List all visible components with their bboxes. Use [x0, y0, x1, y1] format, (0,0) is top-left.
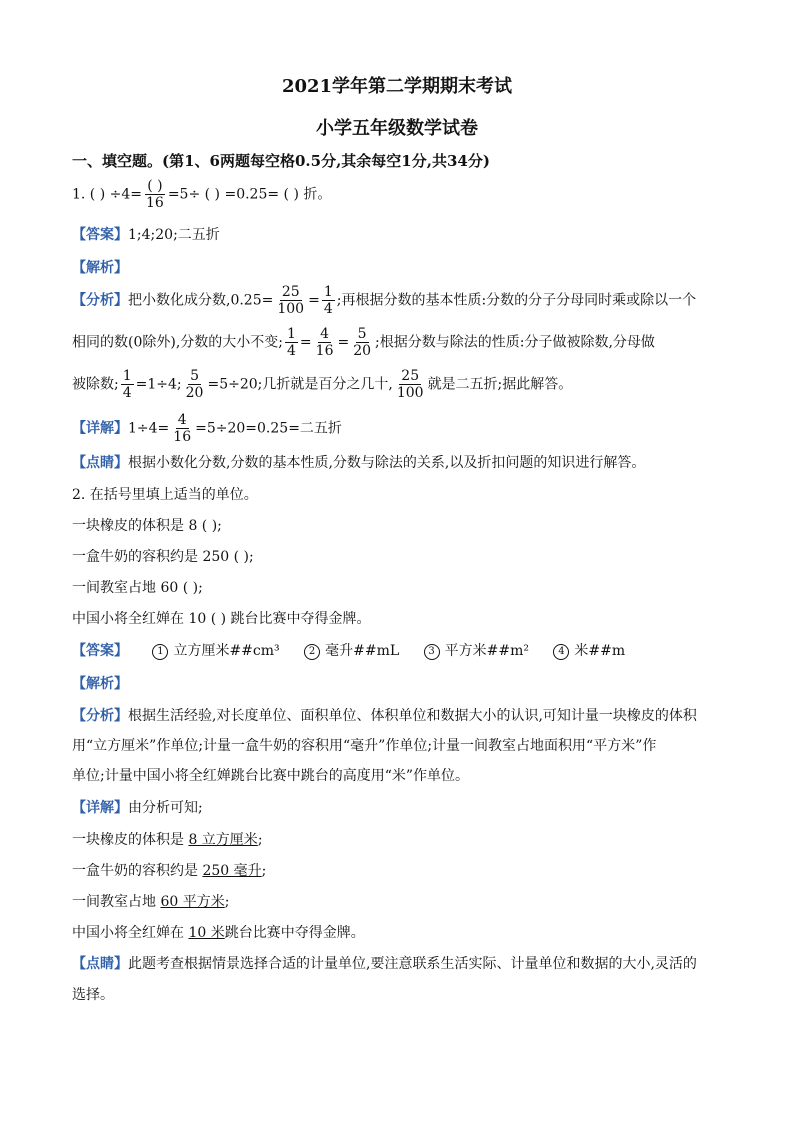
fraction-25-100: [275, 284, 306, 317]
text: =: [308, 292, 320, 309]
filled-answer: 60 平方米: [160, 894, 225, 910]
q1-frac-num: ( ): [147, 178, 163, 194]
text: ;: [261, 863, 267, 879]
fraction-5-20: [351, 326, 373, 359]
text: =: [299, 334, 312, 351]
text: 米##m: [574, 643, 626, 659]
num: 1: [323, 284, 333, 300]
text: ;: [224, 894, 230, 910]
text: 被除数;: [72, 376, 119, 393]
text: ;再根据分数的基本性质:分数的分子分母同时乘或除以一个: [336, 292, 697, 309]
question-2: 2. 在括号里填上适当的单位。: [72, 487, 258, 503]
den: 4: [323, 301, 333, 317]
text: 立方厘米##cm³: [173, 643, 280, 659]
q1-fenxi-line-1: [72, 284, 734, 317]
num: 25: [281, 284, 300, 300]
den: 20: [353, 343, 372, 359]
q1-answer-text: 1;4;20;二五折: [128, 227, 220, 243]
q2-analysis-tag: 【解析】: [72, 676, 128, 692]
question-1: [72, 178, 734, 211]
q2-blank-4: 中国小将全红婵在 10 ( ) 跳台比赛中夺得金牌。: [72, 611, 371, 627]
text: 1÷4=: [128, 420, 170, 437]
q1-answer: [72, 224, 734, 244]
text: 一块橡皮的体积是: [72, 832, 189, 848]
fenxi-tag: 【分析】: [72, 708, 128, 724]
circled-number: 2: [304, 644, 320, 660]
q1-point: [72, 452, 734, 472]
answer-item: [152, 640, 279, 660]
exam-title: 2021学年第二学期期末考试: [281, 76, 513, 97]
text: 中国小将全红婵在: [72, 925, 189, 941]
text: ;: [257, 832, 263, 848]
q1-fenxi-line-2: [72, 326, 734, 359]
q2-blank-3: 一间教室占地 60 ( );: [72, 580, 203, 596]
detail-tag: 【详解】: [72, 800, 128, 816]
text: 此题考查根据情景选择合适的计量单位,要注意联系生活实际、计量单位和数据的大小,灵活的: [128, 956, 697, 972]
answer-item: [553, 640, 625, 660]
text: 平方米##m²: [444, 643, 529, 659]
q2-detail-3: [72, 891, 734, 911]
text: 毫升##mL: [325, 643, 400, 659]
text: =: [337, 334, 350, 351]
text: 相同的数(0除外),分数的大小不变;: [72, 334, 283, 351]
text: 就是二五折;据此解答。: [427, 376, 573, 393]
q1-fraction: [144, 178, 166, 211]
exam-subtitle: 小学五年级数学试卷: [316, 118, 478, 139]
fraction-25-100: [395, 368, 426, 401]
answer-item: [304, 640, 399, 660]
den: 20: [185, 385, 204, 401]
num: 5: [190, 368, 200, 384]
fraction-4-16: [314, 326, 336, 359]
q1-prefix: 1. ( ) ÷4=: [72, 186, 142, 203]
text: 由分析可知;: [128, 800, 203, 816]
fraction-1-4: [121, 368, 134, 401]
den: 100: [396, 385, 424, 401]
q2-answer: [72, 640, 734, 660]
q1-fenxi-line-3: [72, 368, 734, 401]
answer-item: [424, 640, 529, 660]
den: 4: [122, 385, 132, 401]
den: 16: [315, 343, 334, 359]
fraction-1-4: [322, 284, 335, 317]
filled-answer: 10 米: [188, 925, 225, 941]
filled-answer: 8 立方厘米: [188, 832, 258, 848]
num: 4: [177, 412, 187, 428]
den: 16: [173, 429, 192, 445]
point-tag: 【点睛】: [72, 455, 128, 471]
num: 1: [287, 326, 296, 342]
num: 1: [122, 368, 132, 384]
text: 跳台比赛中夺得金牌。: [224, 925, 365, 941]
text: =5÷20=0.25=二五折: [195, 420, 342, 437]
text: =1÷4;: [135, 376, 182, 393]
text: 把小数化成分数,0.25=: [128, 292, 274, 309]
circled-number: 3: [424, 644, 440, 660]
point-tag: 【点睛】: [72, 956, 128, 972]
text: 一间教室占地: [72, 894, 161, 910]
section-heading: 一、填空题。(第1、6两题每空格0.5分,其余每空1分,共34分): [72, 152, 490, 170]
detail-tag: 【详解】: [72, 420, 128, 437]
text: =5÷20;几折就是百分之几十,: [207, 376, 393, 393]
text: 根据生活经验,对长度单位、面积单位、体积单位和数据大小的认识,可知计量一块橡皮的体积: [128, 708, 697, 724]
q1-suffix: =5÷ ( ) =0.25= ( ) 折。: [167, 186, 332, 203]
fraction-4-16: [171, 412, 193, 445]
answer-tag: 【答案】: [72, 643, 128, 659]
circled-number: 1: [152, 644, 168, 660]
q2-detail-1: [72, 829, 734, 849]
den: 100: [277, 301, 305, 317]
num: 4: [320, 326, 330, 342]
filled-answer: 250 毫升: [202, 863, 262, 879]
fraction-1-4: [285, 326, 298, 359]
fraction-5-20: [184, 368, 206, 401]
q2-point-line-2: 选择。: [72, 987, 114, 1003]
q2-detail-4: [72, 922, 734, 942]
q2-point-line-1: [72, 953, 734, 973]
q2-detail: [72, 797, 734, 817]
text: 一盒牛奶的容积约是: [72, 863, 203, 879]
q1-detail: [72, 412, 734, 445]
q2-fenxi-line-2: 用“立方厘米”作单位;计量一盒牛奶的容积用“毫升”作单位;计量一间教室占地面积用“平方米”作: [72, 738, 657, 754]
den: 4: [287, 343, 296, 359]
q2-detail-2: [72, 860, 734, 880]
text: ;根据分数与除法的性质:分子做被除数,分母做: [375, 334, 655, 351]
fenxi-tag: 【分析】: [72, 292, 128, 309]
q2-fenxi-line-3: 单位;计量中国小将全红婵跳台比赛中跳台的高度用“米”作单位。: [72, 768, 470, 784]
answer-tag: 【答案】: [72, 227, 128, 243]
text: 根据小数化分数,分数的基本性质,分数与除法的关系,以及折扣问题的知识进行解答。: [128, 455, 646, 471]
q2-blank-1: 一块橡皮的体积是 8 ( );: [72, 518, 222, 534]
num: 5: [357, 326, 367, 342]
q1-analysis-tag: 【解析】: [72, 260, 128, 276]
q1-frac-den: 16: [146, 195, 164, 211]
q2-blank-2: 一盒牛奶的容积约是 250 ( );: [72, 549, 254, 565]
q2-fenxi-line-1: [72, 705, 734, 725]
num: 25: [401, 368, 420, 384]
circled-number: 4: [553, 644, 569, 660]
